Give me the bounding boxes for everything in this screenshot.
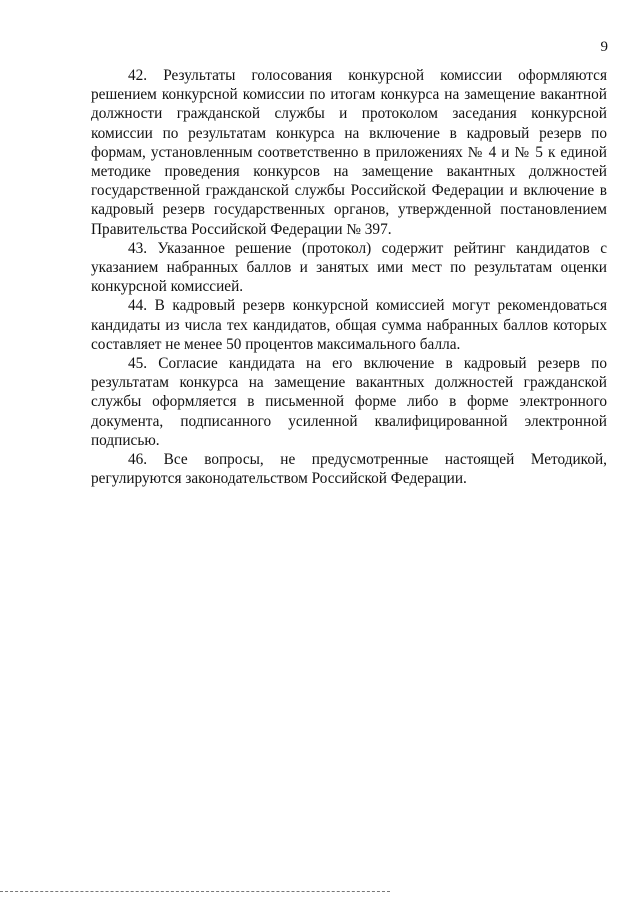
paragraph-43: 43. Указанное решение (протокол) содержит рейтинг кандидатов с указанием набранных баллов и занятых ими мест по результатам оценки конкурсной комиссией. [91,239,607,296]
paragraph-42: 42. Результаты голосования конкурсной комиссии оформляются решением конкурсной комиссии по итогам конкурса на замещение вакантной должности гражданской службы и протоколом заседания конкурсной комиссии по результатам конкурса на включение в кадровый резерв по формам, установленным соответственно в приложениях № 4 и № 5 к единой методике проведения конкурсов на замещение вакантных должностей государственной гражданской службы Российской Федерации и включение в кадровый резерв государственных органов, утвержденной постановлением Правительства Российской Федерации № 397. [91,67,607,238]
scan-edge-line [0,891,390,892]
page-number: 9 [600,39,608,55]
paragraph-44: 44. В кадровый резерв конкурсной комиссией могут рекомендоваться кандидаты из числа тех кандидатов, общая сумма набранных баллов которых составляет не менее 50 процентов максимального балла. [91,297,607,353]
document-body [91,66,607,488]
paragraph-46: 46. Все вопросы, не предусмотренные настоящей Методикой, регулируются законодательством Российской Федерации. [91,451,607,488]
paragraph-45: 45. Согласие кандидата на его включение в кадровый резерв по результатам конкурса на замещение вакантных должностей гражданской службы оформляется в письменной форме либо в форме электронного документа, подписанного усиленной квалифицированной электронной подписью. [91,355,607,449]
